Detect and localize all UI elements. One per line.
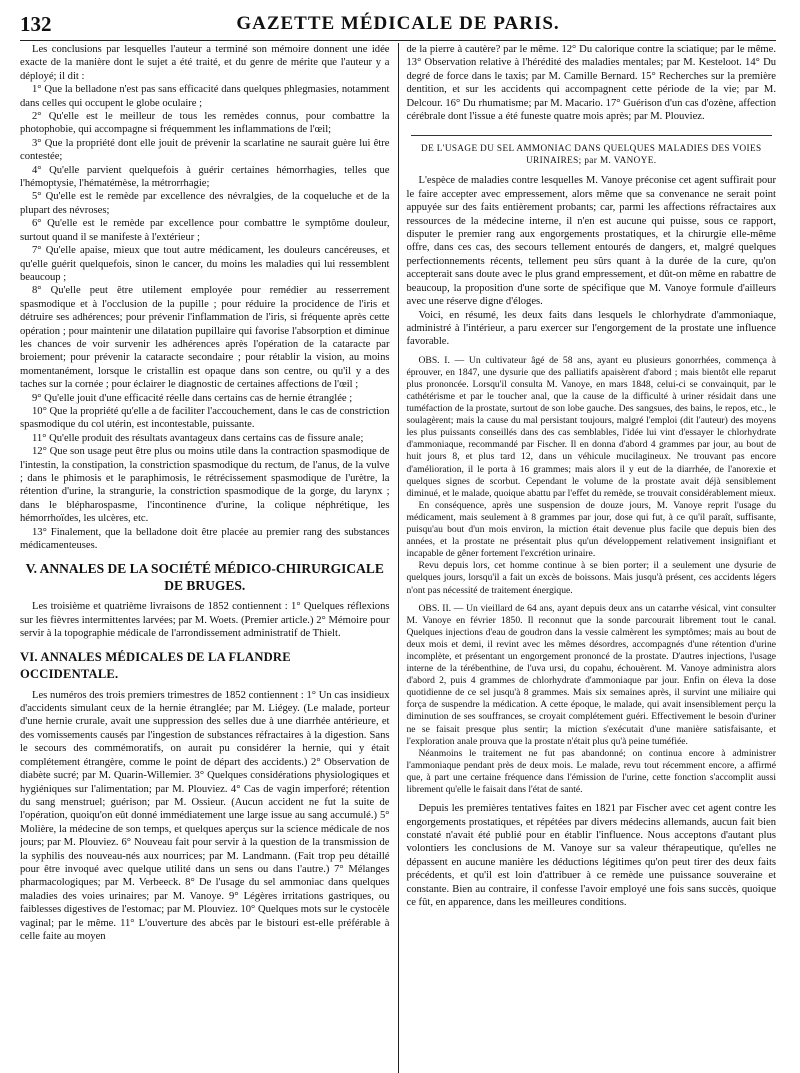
page-header (20, 10, 776, 41)
paragraph: Revu depuis lors, cet homme continue à se bien porter; il a seulement une dysurie de quelques jours, lorsqu'il a fait un excès de boissons. Mais jusqu'à présent, ces accidents légers n'ont pas nécessité de traitement énergique. (406, 560, 777, 596)
belladonna-conclusions (20, 43, 390, 552)
paragraph: Les conclusions par lesquelles l'auteur a terminé son mémoire donnent une idée exacte de la manière dont le sujet a été traité, et du genre de mérite que l'auteur y a déployé; il dit : (20, 44, 390, 82)
article-title: DE L'USAGE DU SEL AMMONIAC DANS QUELQUES MALADIES DES VOIES URINAIRES; par M. VANOYE. (411, 135, 773, 166)
paragraph: 3° Que la propriété dont elle jouit de prévenir la scarlatine ne saurait guère lui être contestée; (20, 137, 390, 163)
paragraph: 9° Qu'elle jouit d'une efficacité réelle dans certains cas de hernie étranglée ; (32, 392, 353, 404)
paragraph: Néanmoins le traitement ne fut pas abandonné; on continua encore à administrer l'ammoniaque pendant près de deux mois. Le malade, revu tout récemment encore, a affirmé que, à part une certaine fréquence dans l'émission de l'urine, cette fonction s'accomplit aussi librement qu'elle le faisait dans l'état de santé. (406, 747, 777, 795)
section-title-flandre: VI. ANNALES MÉDICALES DE LA FLANDRE OCCIDENTALE. (20, 649, 291, 681)
paragraph: L'espèce de maladies contre lesquelles M. Vanoye préconise cet agent suffirait pour le faire accepter avec empressement, alors même que sa convenance ne serait point appuyée sur des faits entièrement probants; car, parmi les affections réfractaires aux ressources de la médecine interne, il n'en est aucune qui puisse, sous ce rapport, disputer le premier rang aux engorgements prostatiques, et la chirurgie elle-même offre, dans ces cas, des secours tellement entourés de dangers, et, malgré quelques perfectionnements récents, tellement peu sûrs quant à la durée de la cure, qu'on accepterait sans doute avec le plus grand empressement, et dût-on même en rabattre de beaucoup, la proposition d'une sorte de spécifique que M. Vanoye formule d'ailleurs avec une réserve digne d'éloges. (406, 175, 777, 308)
paragraph: 13° Finalement, que la belladone doit être placée au premier rang des substances médicamenteuses. (20, 526, 390, 552)
paragraph: 10° Que la propriété qu'elle a de faciliter l'accouchement, dans le cas de constriction spasmodique du col utérin, est incontestable, puissante. (20, 405, 390, 431)
paragraph: En conséquence, après une suspension de douze jours, M. Vanoye reprit l'usage du médicament, mais seulement à 8 grammes par jour, dose qui fut, à ce qu'il paraît, suffisante, puisqu'au bout d'un mois environ, la miction était devenue plus facile que depuis bien des années, et la prostate ne présentait plus qu'un développement relativement insignifiant et incapable de gêner fortement l'excrétion urinaire. (406, 499, 777, 560)
paragraph: 8° Qu'elle peut être utilement employée pour remédier au resserrement spasmodique et à l'occlusion de la pupille ; pour réduire la procidence de l'iris et détruire ses adhérences; pour prévenir l'inflammation de l'iris, si fréquente après cette opération ; pour maintenir une dilatation pupillaire qui favorise l'absorption et diminue les chances de voir survenir les adhérences après l'opération de la cataracte par broiement; pour prévenir la cataracte secondaire ; pour rétablir la vision, au moins momentanément, lorsque le cristallin est opaque dans son centre, ou qu'il y a des taches sur la cornée ; pour éclairer le diagnostic de certaines affections de l'œil ; (20, 285, 390, 391)
section-text-bruges: Les troisième et quatrième livraisons de 1852 contiennent : 1° Quelques réflexions sur les fièvres intermittentes larvées; par M. Woets. (Premier article.) 2° Mémoire pour servir à la topographie médicale de l'arrondissement administratif de Thielt. (20, 601, 390, 640)
section-text-flandre: Les numéros des trois premiers trimestres de 1852 contiennent : 1° Un cas insidieux d'accidents simulant ceux de la hernie étranglée; par M. Liégey. (Le malade, porteur d'une hernie crurale, avait une suppression des selles due à une diarrhée antérieure, et des vomissements causés par l'ingestion de substances réfractaires à la digestion. Sans le secours des commémoratifs, on aurait pu considérer la hernie, qui y était complétement étrangère, comme le point de départ des accidents.) 2° Observation de diabète sucré; par M. Quarin-Willemier. 3° Quelques considérations physiologiques et hygiéniques sur l'alimentation; par M. Plouviez. 4° Cas de vagin imperforé; rétention du sang menstruel; guérison; par M. Ossieur. (Aucun accident ne fut la suite de l'opération, quoiqu'on eût donné immédiatement une large issue au sang accumulé.) 5° Molière, la médecine de son temps, et quelques aperçus sur la science médicale de nos jours; par M. Plouviez. 6° Nouveau fait pour servir à la question de la transmission de la syphilis des nouveau-nés aux nourrices; par M. Landmann. (Fait trop peu détaillé pour être invoqué avec quelque utilité dans un sens ou dans l'autre.) 7° Mélanges pharmacologiques; par M. Verbeeck. 8° De l'usage du sel ammoniac dans quelques maladies des voies urinaires; par M. Vanoye. 9° Légères irritations gastriques, ou faiblesses digestives de l'estomac; par M. Plouviez. 10° Quelques mots sur le cystocèle vaginal; par le même. 11° L'ouverture des abcès par le bistouri est-elle préférable à celle faite au moyen (20, 689, 390, 942)
observation-2 (407, 603, 777, 797)
paragraph: 4° Qu'elle parvient quelquefois à guérir certaines hémorrhagies, telles que l'hémoptysie, l'hématémèse, la métrorrhagie; (20, 164, 390, 190)
paragraph: OBS. II. — Un vieillard de 64 ans, ayant depuis deux ans un catarrhe vésical, vint consulter M. Vanoye en février 1850. Il reconnut que la sonde parcourait librement tout le canal. Quelques injections d'eau de goudron dans la vessie calmèrent les symptômes; mais au bout de deux mois et demi, il revint avec les mêmes désordres, accompagnés d'une rétention d'urine incomplète, et présentant un engorgement prononcé de la prostate. D'autres injections, l'usage interne de la térébenthine, de l'uva ursi, du copahu, échouèrent. M. Vanoye administra alors d'abord 2, puis 4 grammes de chlorhydrate d'ammoniaque par jour. Enfin on éleva la dose quotidienne de ce sel jusqu'à 8 grammes. Mais six semaines après, il survint une miliaire qui força de suspendre la médication. A cette époque, le malade, qui avait insensiblement perçu la diminution de ses souffrances, se croyait complétement guéri. Effectivement le besoin d'uriner ne se faisait presque plus sentir; la miction s'exécutait d'une manière satisfaisante, et l'exploration anale prouva que la prostate n'était plus qu'à peine tuméfiée. (406, 602, 777, 747)
section-title-bruges: V. ANNALES DE LA SOCIÉTÉ MÉDICO-CHIRURGICALE DE BRUGES. (25, 561, 384, 594)
paragraph: 12° Que son usage peut être plus ou moins utile dans la contraction spasmodique de l'intestin, la constipation, la constriction spasmodique du rectum, de l'anus, de la vulve ; dans le phimosis et le paraphimosis, le rétrécissement spasmodique de l'urètre, la rétention d'urine, la strangurie, la constriction spasmodique de la gorge, du larynx ; dans le blépharospasme, l'incontinence d'urine, la colique néphrétique, les hémorrhoïdes, les ulcères, etc. (20, 446, 390, 525)
paragraph: 7° Qu'elle apaise, mieux que tout autre médicament, les douleurs cancéreuses, et qu'elle guérit quelquefois, sinon le cancer, du moins les maladies qui lui ressemblent beaucoup ; (20, 245, 390, 283)
right-column (399, 43, 777, 1073)
paragraph: 1° Que la belladone n'est pas sans efficacité dans quelques phlegmasies, notamment dans celles qui occupent le globe oculaire ; (20, 84, 390, 109)
page-number: 132 (20, 12, 52, 36)
paragraph: 11° Qu'elle produit des résultats avantageux dans certains cas de fissure anale; (32, 432, 364, 444)
journal-title: GAZETTE MÉDICALE DE PARIS. (236, 13, 560, 34)
left-column (20, 43, 398, 1073)
continued-text: de la pierre à cautère? par le même. 12° Du calorique contre la sciatique; par le même. 13° Observation relative à l'hérédité des maladies mentales; par M. Kesteloot. 14° Du degré de force dans le taxis; par M. Camille Bernard. 15° Recherches sur la première dentition, et sur les accidents qui accompagnent cette période de la vie; par M. Delcour. 16° Du rhumatisme; par M. Macario. 17° Guérison d'un cas d'ozène, affection cérébrale dont l'issue a été funeste quatre mois après; par M. Plouviez. (406, 44, 777, 123)
paragraph: 5° Qu'elle est le remède par excellence des névralgies, de la coqueluche et de la plupart des névroses; (20, 191, 390, 216)
two-column-body (20, 43, 776, 1073)
paragraph: 2° Qu'elle est le meilleur de tous les remèdes connus, pour combattre la photophobie, qui accompagne si fréquemment les inflammations de l'œil; (20, 111, 390, 136)
paragraph: Depuis les premières tentatives faites en 1821 par Fischer avec cet agent contre les engorgements prostatiques, et répétées par divers médecins allemands, aucun fait bien constaté n'avait été publié pour en établir l'influence. Nous acceptons d'autant plus volontiers les conclusions de M. Vanoye sur sa valeur thérapeutique, qu'elles ne dépassent en aucune manière les déductions légitimes qu'on peut tirer des deux faits précédents, et qu'il est loin d'attribuer à ce remède une puissance souveraine et constante. Bien au contraire, il confesse l'avoir employé une fois sans succès, quoique ce fût, en apparence, dans les meilleures conditions. (406, 803, 777, 908)
paragraph: 6° Qu'elle est le remède par excellence pour combattre le symptôme douleur, surtout quand il se manifeste à l'extérieur ; (20, 218, 390, 243)
observation-1 (407, 355, 777, 597)
paragraph: OBS. I. — Un cultivateur âgé de 58 ans, ayant eu plusieurs gonorrhées, commença à éprouver, en 1847, une dysurie que des palliatifs apaisèrent d'abord ; mais bientôt elle reparut plus prononcée. Lorsqu'il consulta M. Vanoye, en mars 1848, celui-ci se convainquit, par le cathétérisme et par le toucher anal, que la cause de la difficulté à uriner résidait dans une tuméfaction de la prostate, surtout de son lobe gauche. Des sangsues, des bains, le repos, etc., le soulagèrent; mais la cause du mal persistant toujours, malgré l'emploi (dit l'auteur) des moyens les plus puissants conseillés dans des cas semblables, l'idée lui vint d'essayer le chlorhydrate d'ammoniaque, recommandé par Fischer. Il en donna d'abord 4 grammes par jour, au bout de huit jours 8, et plus tard 12, dans un véhicule mucilagineux. Ne trouvant pas encore d'amélioration, il le porta à 16 grammes; mais alors il y eut de la diarrhée, de l'anorexie et quelques signes de scorbut. Cependant le volume de la prostate avait déjà sensiblement diminué, et le malade, quoique abattu par l'effet du remède, se trouvait considérablement mieux. (406, 354, 777, 499)
paragraph: Voici, en résumé, les deux faits dans lesquels le chlorhydrate d'ammoniaque, administré à l'intérieur, a paru exercer sur l'engorgement de la prostate une influence favorable. (406, 309, 777, 348)
